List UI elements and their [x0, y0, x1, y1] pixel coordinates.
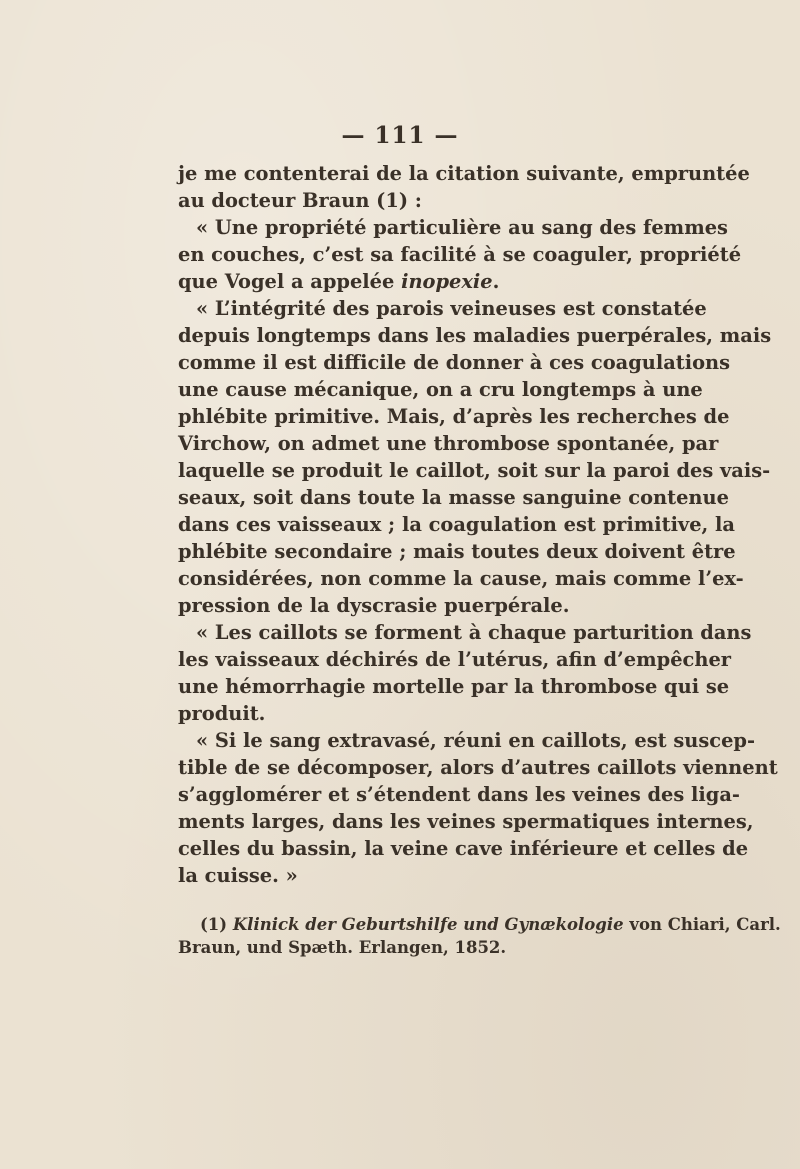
text-line: considérées, non comme la cause, mais comme l’ex-: [178, 567, 744, 590]
page-number: — 111 —: [341, 122, 459, 149]
text-line: Virchow, on admet une thrombose spontanée, par: [178, 432, 719, 455]
text-fragment: .: [492, 270, 500, 293]
footnote-line: Braun, und Spæth. Erlangen, 1852.: [178, 938, 507, 957]
text-line: au docteur Braun (1) :: [178, 189, 422, 212]
text-line: tible de se décomposer, alors d’autres caillots viennent: [178, 756, 778, 779]
main-text: [178, 160, 778, 889]
text-line: la cuisse. »: [178, 864, 298, 887]
text-line: pression de la dyscrasie puerpérale.: [178, 594, 570, 617]
text-line: comme il est difficile de donner à ces coagulations: [178, 351, 731, 374]
text-line: dans ces vaisseaux ; la coagulation est primitive, la: [178, 513, 735, 536]
text-line: phlébite secondaire ; mais toutes deux doivent être: [178, 540, 736, 563]
text-line: s’agglomérer et s’étendent dans les veines des liga-: [178, 783, 740, 806]
text-line: celles du bassin, la veine cave inférieure et celles de: [178, 837, 749, 860]
text-line: « Si le sang extravasé, réuni en caillots, est suscep-: [196, 729, 756, 752]
text-line: « L’intégrité des parois veineuses est constatée: [196, 297, 707, 320]
text-line: ments larges, dans les veines spermatiques internes,: [178, 810, 754, 833]
text-line: « Les caillots se forment à chaque parturition dans: [196, 621, 752, 644]
text-line: seaux, soit dans toute la masse sanguine contenue: [178, 486, 729, 509]
text-line: [178, 268, 618, 295]
text-line: en couches, c’est sa facilité à se coaguler, propriété: [178, 243, 742, 266]
text-line: depuis longtemps dans les maladies puerpérales, mais: [178, 324, 772, 347]
footnote: [178, 913, 781, 959]
text-line: phlébite primitive. Mais, d’après les recherches de: [178, 405, 730, 428]
text-line: une hémorrhagie mortelle par la thrombose qui se: [178, 675, 730, 698]
text-line: produit.: [178, 702, 266, 725]
text-line: les vaisseaux déchirés de l’utérus, afin d’empêcher: [178, 648, 732, 671]
text-line: je me contenterai de la citation suivante, empruntée: [178, 162, 750, 185]
footnote-marker: (1): [200, 915, 233, 934]
text-line: laquelle se produit le caillot, soit sur la paroi des vais-: [178, 459, 771, 482]
footnote-text: von Chiari, Carl.: [623, 915, 781, 934]
text-line: « Une propriété particulière au sang des femmes: [196, 216, 728, 239]
text-fragment: que Vogel a appelée: [178, 270, 402, 293]
text-line: une cause mécanique, on a cru longtemps à une: [178, 378, 703, 401]
footnote-line: [178, 913, 781, 936]
footnote-title: Klinick der Geburtshilfe und Gynækologie: [232, 915, 624, 934]
italic-term: inopexie: [401, 270, 493, 293]
